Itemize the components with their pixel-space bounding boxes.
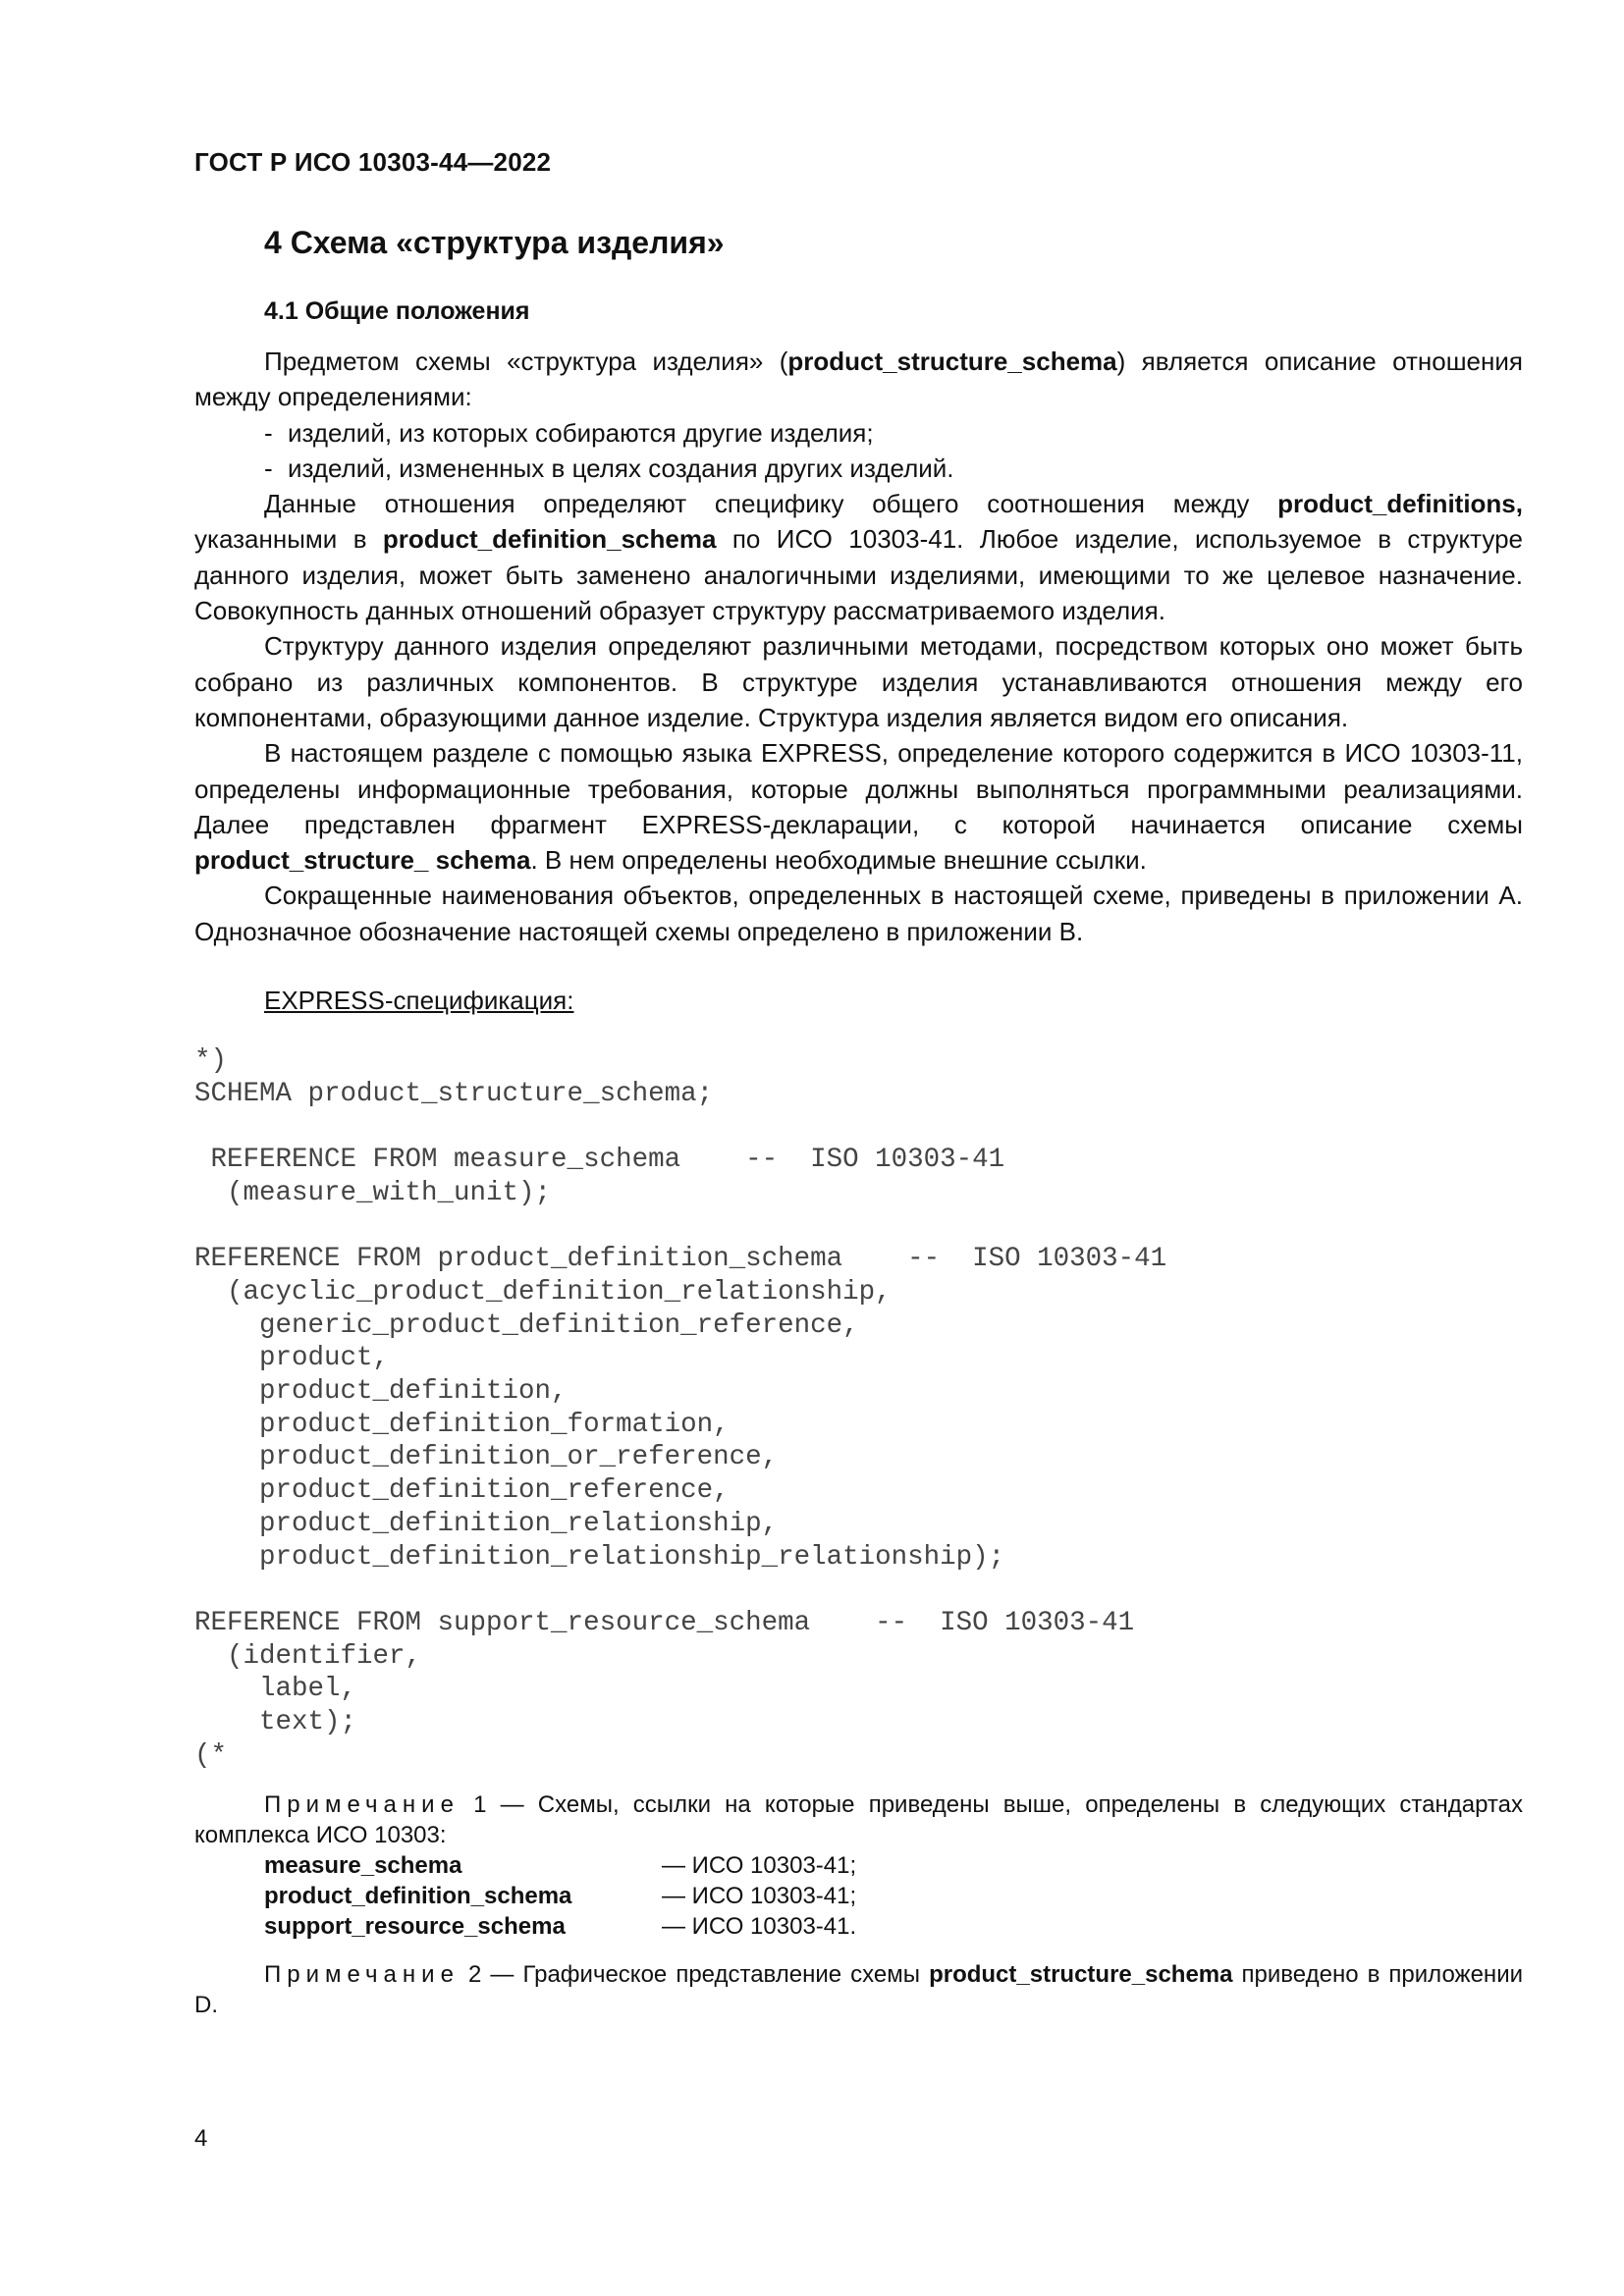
list-item: - изделий, из которых собираются другие изделия; [264, 417, 874, 448]
paragraph-express [194, 735, 1523, 878]
note-label: Примечание [264, 1791, 460, 1818]
schema-name-cell: support_resource_schema [264, 1913, 566, 1940]
paragraph-relationships [194, 486, 1523, 628]
body-text [194, 344, 1523, 949]
express-code-block: *) SCHEMA product_structure_schema; REFERENCE FROM measure_schema -- ISO 10303-41 (measure_with_unit); REFERENCE FROM product_definition_schema -- ISO 10303-41 (acyclic_product_definition_relationship, generic_product_definition_reference, product, product_definition, product_definition_formation, product_definition_or_reference, product_definition_reference, product_definition_relationship, product_definition_relationship_relationship); REFERENCE FROM support_resource_schema -- ISO 10303-41 (identifier, label, text); (* [194, 1045, 1167, 1771]
text-run: Данные отношения определяют специфику общего соотношения между [264, 489, 1278, 519]
table-row [264, 1850, 856, 1881]
schema-name-cell: product_definition_schema [264, 1883, 572, 1909]
schema-name: product_structure_schema [929, 1961, 1233, 1988]
note-text: 1 — Схемы, ссылки на которые приведены выше, определены в следующих стандартах комплекса ИСО 10303: [194, 1791, 1523, 1848]
standard-cell: — ИСО 10303-41; [662, 1883, 857, 1909]
section-title: 4 Схема «структура изделия» [264, 225, 725, 260]
table-row [264, 1911, 856, 1942]
text-run: указанными в [194, 524, 383, 555]
schema-name-cell: measure_schema [264, 1852, 462, 1879]
list-item: - изделий, измененных в целях создания других изделий. [264, 453, 954, 483]
note-2 [194, 1959, 1523, 2020]
schema-name: product_structure_schema [787, 347, 1117, 376]
notes-block [194, 1789, 1523, 2020]
paragraph-purpose [194, 344, 1523, 415]
table-row [264, 1881, 856, 1911]
express-spec-title: EXPRESS-спецификация: [264, 986, 574, 1015]
standard-header: ГОСТ Р ИСО 10303-44—2022 [194, 147, 552, 177]
note-1 [194, 1789, 1523, 1850]
note-text: 2 — Графическое представление схемы [459, 1961, 930, 1988]
text-run: . В нем определены необходимые внешние ссылки. [530, 845, 1147, 876]
paragraph-annexes: Сокращенные наименования объектов, определенных в настоящей схеме, приведены в приложении А. Однозначное обозначение настоящей схемы определено в приложении В. [194, 881, 1523, 946]
schema-name: product_definition_schema [382, 524, 717, 555]
schema-reference-table [264, 1850, 856, 1942]
schema-name: product_structure_ schema [194, 845, 531, 876]
entity-name: product_definitions, [1277, 489, 1523, 519]
list-item-text: изделий, из которых собираются другие изделия; [288, 417, 874, 448]
standard-cell: — ИСО 10303-41. [662, 1913, 857, 1940]
note-label: Примечание [264, 1961, 460, 1988]
text-run: Предметом схемы «структура изделия» ( [264, 347, 788, 376]
page-number: 4 [194, 2125, 208, 2152]
standard-cell: — ИСО 10303-41; [662, 1852, 857, 1879]
paragraph-structure: Структуру данного изделия определяют различными методами, посредством которых оно может быть собрано из различных компонентов. В структуре изделия устанавливаются отношения между его компонентами, образующими данное изделие. Структура изделия является видом его описания. [194, 631, 1523, 732]
note-text: приведено в приложении D. [194, 1961, 1523, 2018]
text-run: ) является описание отношения между определениями: [194, 347, 1523, 412]
text-run: по ИСО 10303-41. Любое изделие, используемое в структуре данного изделия, может быть заменено аналогичными изделиями, имеющими то же целевое назначение. Совокупность данных отношений образует структуру рассматриваемого изделия. [194, 524, 1523, 626]
subsection-title: 4.1 Общие положения [264, 297, 530, 325]
list-item-text: изделий, измененных в целях создания других изделий. [288, 453, 954, 483]
text-run: В настоящем разделе с помощью языка EXPRESS, определение которого содержится в ИСО 10303-11, определены информационные требования, которые должны выполняться программными реализациями. Далее представлен фрагмент EXPRESS-декларации, с которой начинается описание схемы [194, 738, 1523, 839]
